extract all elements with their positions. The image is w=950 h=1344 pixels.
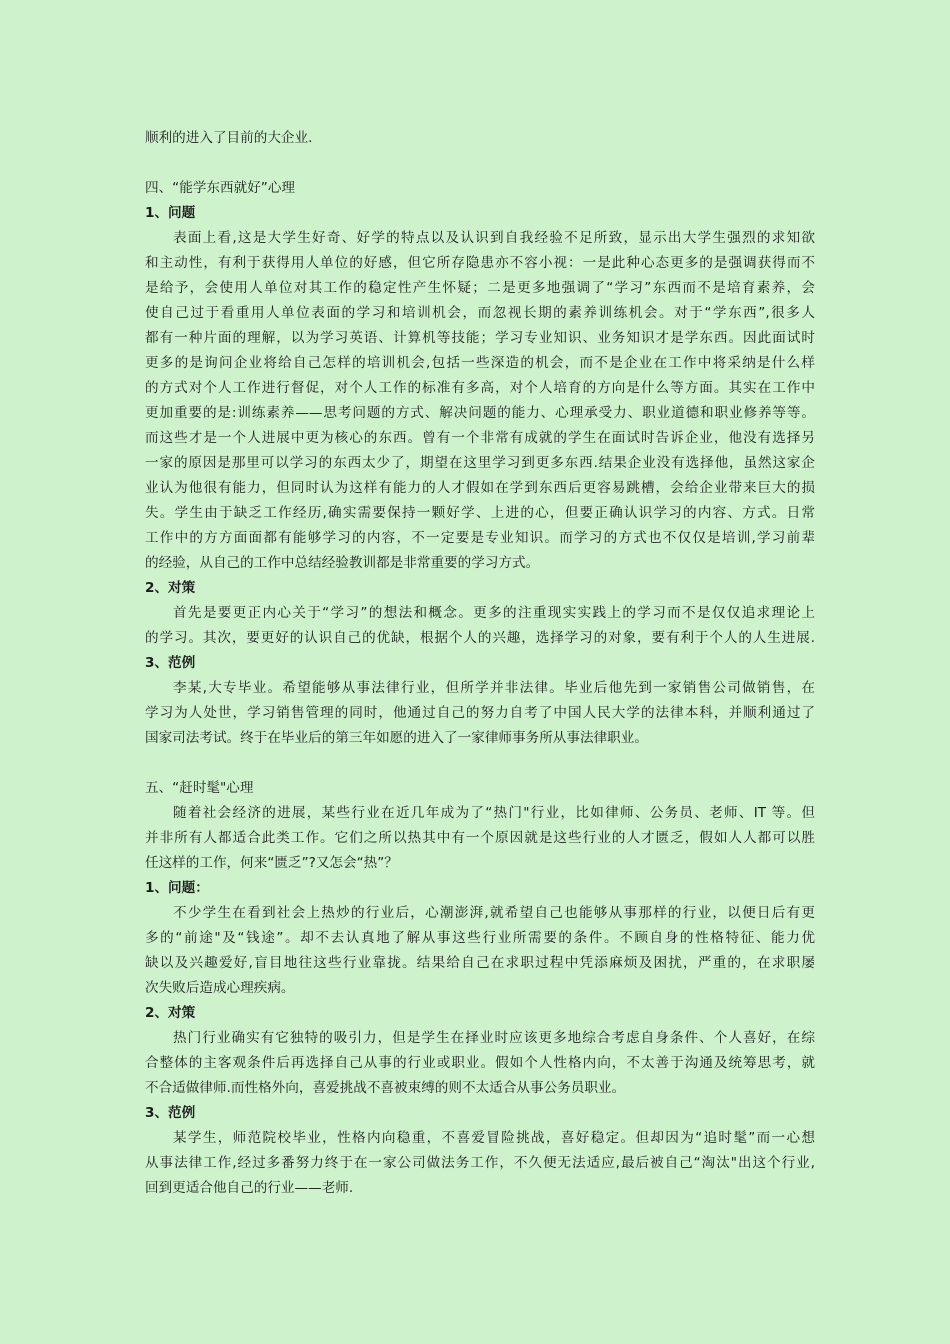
section4-example-heading: 3、范例 [145,655,196,671]
section4-strategy-paragraph [145,601,815,651]
section5-problem-paragraph [145,901,815,1001]
section5-intro-paragraph [145,801,815,876]
section4-example-paragraph [145,676,815,751]
spacer [145,751,815,776]
section4-problem-paragraph [145,226,815,576]
section4-problem-heading: 1、问题 [145,205,196,221]
intro-line: 顺利的进入了目前的大企业. [145,130,313,146]
paragraph-line: 工作中的方方面面都有能够学习的内容，不一定要是专业知识。而学习的方式也不仅仅是培训,学习前辈 [145,530,815,546]
paragraph-line: 从事法律工作,经过多番努力终于在一家公司做法务工作，不久便无法适应,最后被自己“淘汰"出这个行业, [145,1155,815,1171]
paragraph-line: 表面上看,这是大学生好奇、好学的特点以及认识到自我经验不足所致，显示出大学生强烈的求知欲 [173,230,815,246]
paragraph-line: 合整体的主客观条件后再选择自己从事的行业或职业。假如个人性格内向，不太善于沟通及统筹思考，就 [145,1055,815,1071]
paragraph-line: 业认为他很有能力，但同时认为这样有能力的人才假如在学到东西后更容易跳槽，会给企业带来巨大的损 [145,480,815,496]
paragraph-line: 不合适做律师.而性格外向，喜爱挑战不喜被束缚的则不太适合从事公务员职业。 [145,1080,626,1096]
paragraph-line: 热门行业确实有它独特的吸引力，但是学生在择业时应该更多地综合考虑自身条件、个人喜好，在综 [173,1030,815,1046]
section5-example-paragraph [145,1126,815,1201]
paragraph-line: 和主动性，有利于获得用人单位的好感，但它所存隐患亦不容小视：一是此种心态更多的是强调获得而不 [145,255,815,271]
section5-strategy-paragraph [145,1026,815,1101]
paragraph-line: 而这些才是一个人进展中更为核心的东西。曾有一个非常有成就的学生在面试时告诉企业，他没有选择另 [145,430,815,446]
spacer [145,151,815,176]
paragraph-line: 失。学生由于缺乏工作经历,确实需要保持一颗好学、上进的心，但要正确认识学习的内容、方式。日常 [145,505,815,521]
section4-strategy-heading: 2、对策 [145,580,196,596]
paragraph-line: 的方式对个人工作进行督促，对个人工作的标准有多高，对个人培育的方向是什么等方面。其实在工作中 [145,380,815,396]
paragraph-line: 的学习。其次，要更好的认识自己的优缺，根据个人的兴趣，选择学习的对象，要有利于个人的人生进展. [145,630,815,646]
paragraph-line: 缺以及兴趣爱好,盲目地往这些行业靠拢。结果给自己在求职过程中凭添麻烦及困扰，严重的，在求职屡 [145,955,815,971]
paragraph-line: 李某,大专毕业。希望能够从事法律行业，但所学并非法律。毕业后他先到一家销售公司做销售，在 [173,680,815,696]
section4-title: 四、“能学东西就好”心理 [145,180,296,196]
paragraph-line: 首先是要更正内心关于“学习”的想法和概念。更多的注重现实实践上的学习而不是仅仅追求理论上 [173,605,815,621]
paragraph-line: 国家司法考试。终于在毕业后的第三年如愿的进入了一家律师事务所从事法律职业。 [145,730,648,746]
document-page [145,126,815,1201]
section5-example-heading: 3、范例 [145,1105,196,1121]
paragraph-line: 都有一种片面的理解，以为学习英语、计算机等技能；学习专业知识、业务知识才是学东西。因此面试时 [145,330,815,346]
section5-strategy-heading: 2、对策 [145,1005,196,1021]
paragraph-line: 次失败后造成心理疾病。 [145,980,295,996]
paragraph-line: 多的“前途"及“钱途”。却不去认真地了解从事这些行业所需要的条件。不顾自身的性格特征、能力优 [145,930,815,946]
section5-title: 五、“赶时髦"心理 [145,780,254,796]
paragraph-line: 任这样的工作，何来“匮乏”?又怎会“热”？ [145,855,398,871]
paragraph-line: 学习为人处世，学习销售管理的同时，他通过自己的努力自考了中国人民大学的法律本科，并顺利通过了 [145,705,815,721]
paragraph-line: 一家的原因是那里可以学习的东西太少了，期望在这里学习到更多东西.结果企业没有选择他，虽然这家企 [145,455,815,471]
paragraph-line: 并非所有人都适合此类工作。它们之所以热其中有一个原因就是这些行业的人才匮乏，假如人人都可以胜 [145,830,815,846]
paragraph-line: 不少学生在看到社会上热炒的行业后，心潮澎湃,就希望自己也能够从事那样的行业，以便日后有更 [173,905,815,921]
paragraph-line: 更多的是询问企业将给自己怎样的培训机会,包括一些深造的机会，而不是企业在工作中将采纳是什么样 [145,355,815,371]
paragraph-line: 回到更适合他自己的行业——老师. [145,1180,354,1196]
paragraph-line: 随着社会经济的进展，某些行业在近几年成为了“热门"行业，比如律师、公务员、老师、IT 等。但 [173,805,815,821]
paragraph-line: 使自己过于看重用人单位表面的学习和培训机会，而忽视长期的素养训练机会。对于“学东西”,很多人 [145,305,815,321]
paragraph-line: 更加重要的是:训练素养——思考问题的方式、解决问题的能力、心理承受力、职业道德和职业修养等等。 [145,405,815,421]
paragraph-line: 的经验，从自己的工作中总结经验教训都是非常重要的学习方式。 [145,555,540,571]
paragraph-line: 某学生，师范院校毕业，性格内向稳重，不喜爱冒险挑战，喜好稳定。但却因为“追时髦”而一心想 [173,1130,815,1146]
section5-problem-heading: 1、问题： [145,880,209,896]
paragraph-line: 是给予，会使用人单位对其工作的稳定性产生怀疑；二是更多地强调了“学习”东西而不是培育素养，会 [145,280,815,296]
